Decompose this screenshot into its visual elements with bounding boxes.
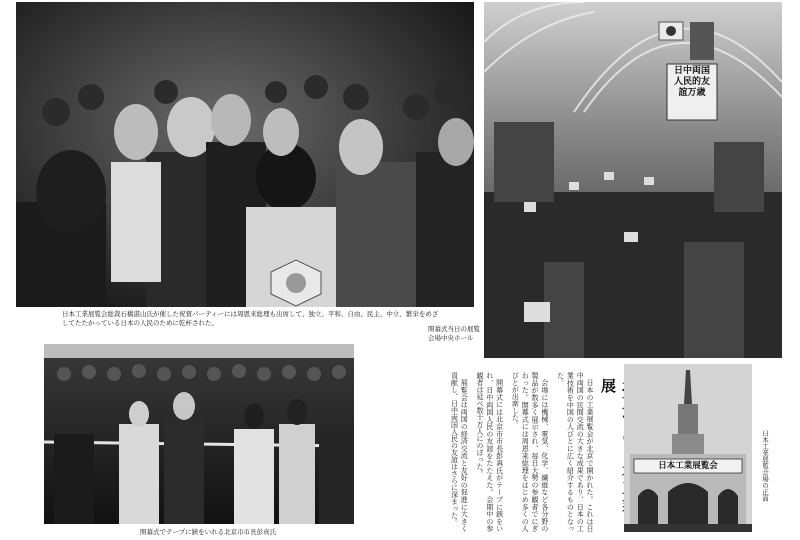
photo-ribbon-cutting [44,344,354,524]
photo-exhibition-hall [484,2,782,358]
hall-caption [428,325,488,343]
photo-reception [16,2,474,307]
ribbon-photo-image [44,344,354,524]
article-title: 展 [599,378,617,395]
article-paragraph: 開幕式には北京市市長彭真氏がテープに鋏をいれ、日中両国人民の友誼をたたえた。会期中の参観者は延べ数十万人にのぼった。 [476,372,504,532]
article-paragraph: 展覧会は両国の経済交流と友好の促進に大きく貢献し、日中両国人民の友誼はさらに深まった。 [450,372,469,532]
article-paragraph: 日本の工業展覧会が北京で開かれた。これは日中両国の民間交流の大きな成果であり、日本の工業技術を中国の人びとに広く紹介するものとなった。 [556,372,594,532]
hall-photo-image [484,2,782,358]
building-sign: 日本工業展覧会 [658,461,718,471]
hall-caption-line-1: 開幕式当日の展覧 [428,325,480,333]
hall-caption-line-2: 会場中央ホール [428,334,474,342]
article-body [378,372,594,532]
reception-photo-image [16,2,474,307]
reception-caption: 日本工業展覧会総裁石橋湛山氏が催した祝賀パーティーには周恩来総理も出席して、独立、平和、自由、民主、中立、繁栄をめざしてたたかっている日本の人民のために乾杯された。 [62,310,439,327]
friendship-banner: 日中両国人民的友誼万歳 [673,66,710,98]
building-caption: 日本工業展覧会場の正面 [761,430,769,502]
ribbon-caption: 開幕式でテープに鋏をいれる北京市市長彭真氏 [140,528,277,536]
photo-exhibition-building [624,364,752,532]
article-paragraph: 会場には機械、電気、化学、繊維など各分野の製品が数多く展示され、毎日大勢の参観者でにぎわった。開幕式には周恩来総理をはじめ多くの人びとが出席した。 [511,372,549,532]
building-photo-image [624,364,752,532]
